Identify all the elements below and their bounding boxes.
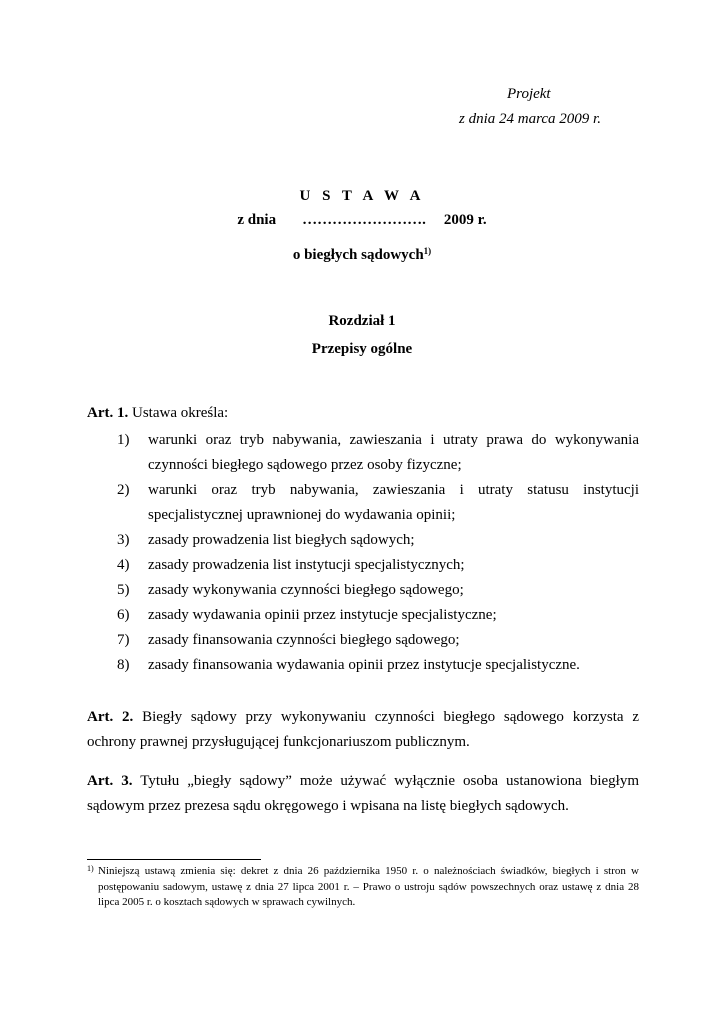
article-3-label: Art. 3. [87,773,133,789]
footnote-text: Niniejszą ustawą zmienia się: dekret z dnia 26 października 1950 r. o należnościach świadków, biegłych i stron w postępowaniu sadowym, ustawę z dnia 27 lipca 2001 r. – Prawo o ustroju sądów powszechnych oraz ustawę z dnia 28 lipca 2005 r. o kosztach sądowych w sprawach cywilnych. [98,865,639,908]
list-item-text: zasady prowadzenia list biegłych sądowych; [148,532,415,548]
list-item [87,578,639,603]
chapter-number: Rozdział 1 [328,313,396,329]
list-item-number: 5) [117,582,130,598]
list-item-number: 1) [117,432,130,448]
list-item [87,628,639,653]
list-item [87,603,639,628]
list-item-text: zasady wydawania opinii przez instytucje specjalistyczne; [148,607,497,623]
list-item [87,653,639,678]
article-1-list [87,428,639,678]
list-item-number: 6) [117,607,130,623]
footnote [87,864,639,911]
list-item-number: 3) [117,532,130,548]
act-date-prefix: z dnia [237,212,277,228]
list-item-number: 8) [117,657,130,673]
article-3-text: Tytułu „biegły sądowy” może używać wyłącznie osoba ustanowiona biegłym sądowym przez prezesa sądu okręgowego i wpisana na listę biegłych sądowych. [87,773,639,814]
list-item-text: warunki oraz tryb nabywania, zawieszania i utraty statusu instytucji [148,482,639,498]
draft-label: Projekt [507,86,551,102]
article-1-heading [87,405,228,422]
list-item-text-continued: specjalistycznej uprawnionej do wydawania opinii; [148,507,456,523]
list-item [87,528,639,553]
list-item-number: 4) [117,557,130,573]
list-item-text: zasady wykonywania czynności biegłego sądowego; [148,582,464,598]
list-item [87,553,639,578]
chapter-title: Przepisy ogólne [311,341,413,357]
list-item-text: warunki oraz tryb nabywania, zawieszania i utraty prawa do wykonywania [148,432,639,448]
act-date-year: 2009 r. [443,212,487,228]
footnote-reference[interactable]: 1) [423,246,432,256]
list-item-text: zasady prowadzenia list instytucji specjalistycznych; [148,557,465,573]
article-1-intro: Ustawa określa: [132,405,229,421]
list-item-text: zasady finansowania wydawania opinii przez instytucje specjalistyczne. [148,657,580,673]
list-item-number: 7) [117,632,130,648]
act-date [0,212,724,229]
list-item-number: 2) [117,482,130,498]
article-2 [87,705,639,755]
list-item [87,478,639,528]
list-item-text: zasady finansowania czynności biegłego sądowego; [148,632,460,648]
footnote-separator [87,859,261,860]
footnote-mark: 1) [87,864,94,873]
draft-date: z dnia 24 marca 2009 r. [459,111,601,127]
act-subject-text: o biegłych sądowych [292,247,424,263]
article-2-text: Biegły sądowy przy wykonywaniu czynności biegłego sądowego korzysta z ochrony prawnej przysługującej funkcjonariuszom publicznym. [87,709,639,750]
article-2-label: Art. 2. [87,709,134,725]
act-title: U S T A W A [299,188,425,204]
article-3 [87,769,639,819]
list-item-text-continued: czynności biegłego sądowego przez osoby fizyczne; [148,457,462,473]
act-subject [0,246,724,264]
article-1-label: Art. 1. [87,405,129,421]
list-item [87,428,639,478]
act-date-dots: ……………………. [302,212,426,228]
